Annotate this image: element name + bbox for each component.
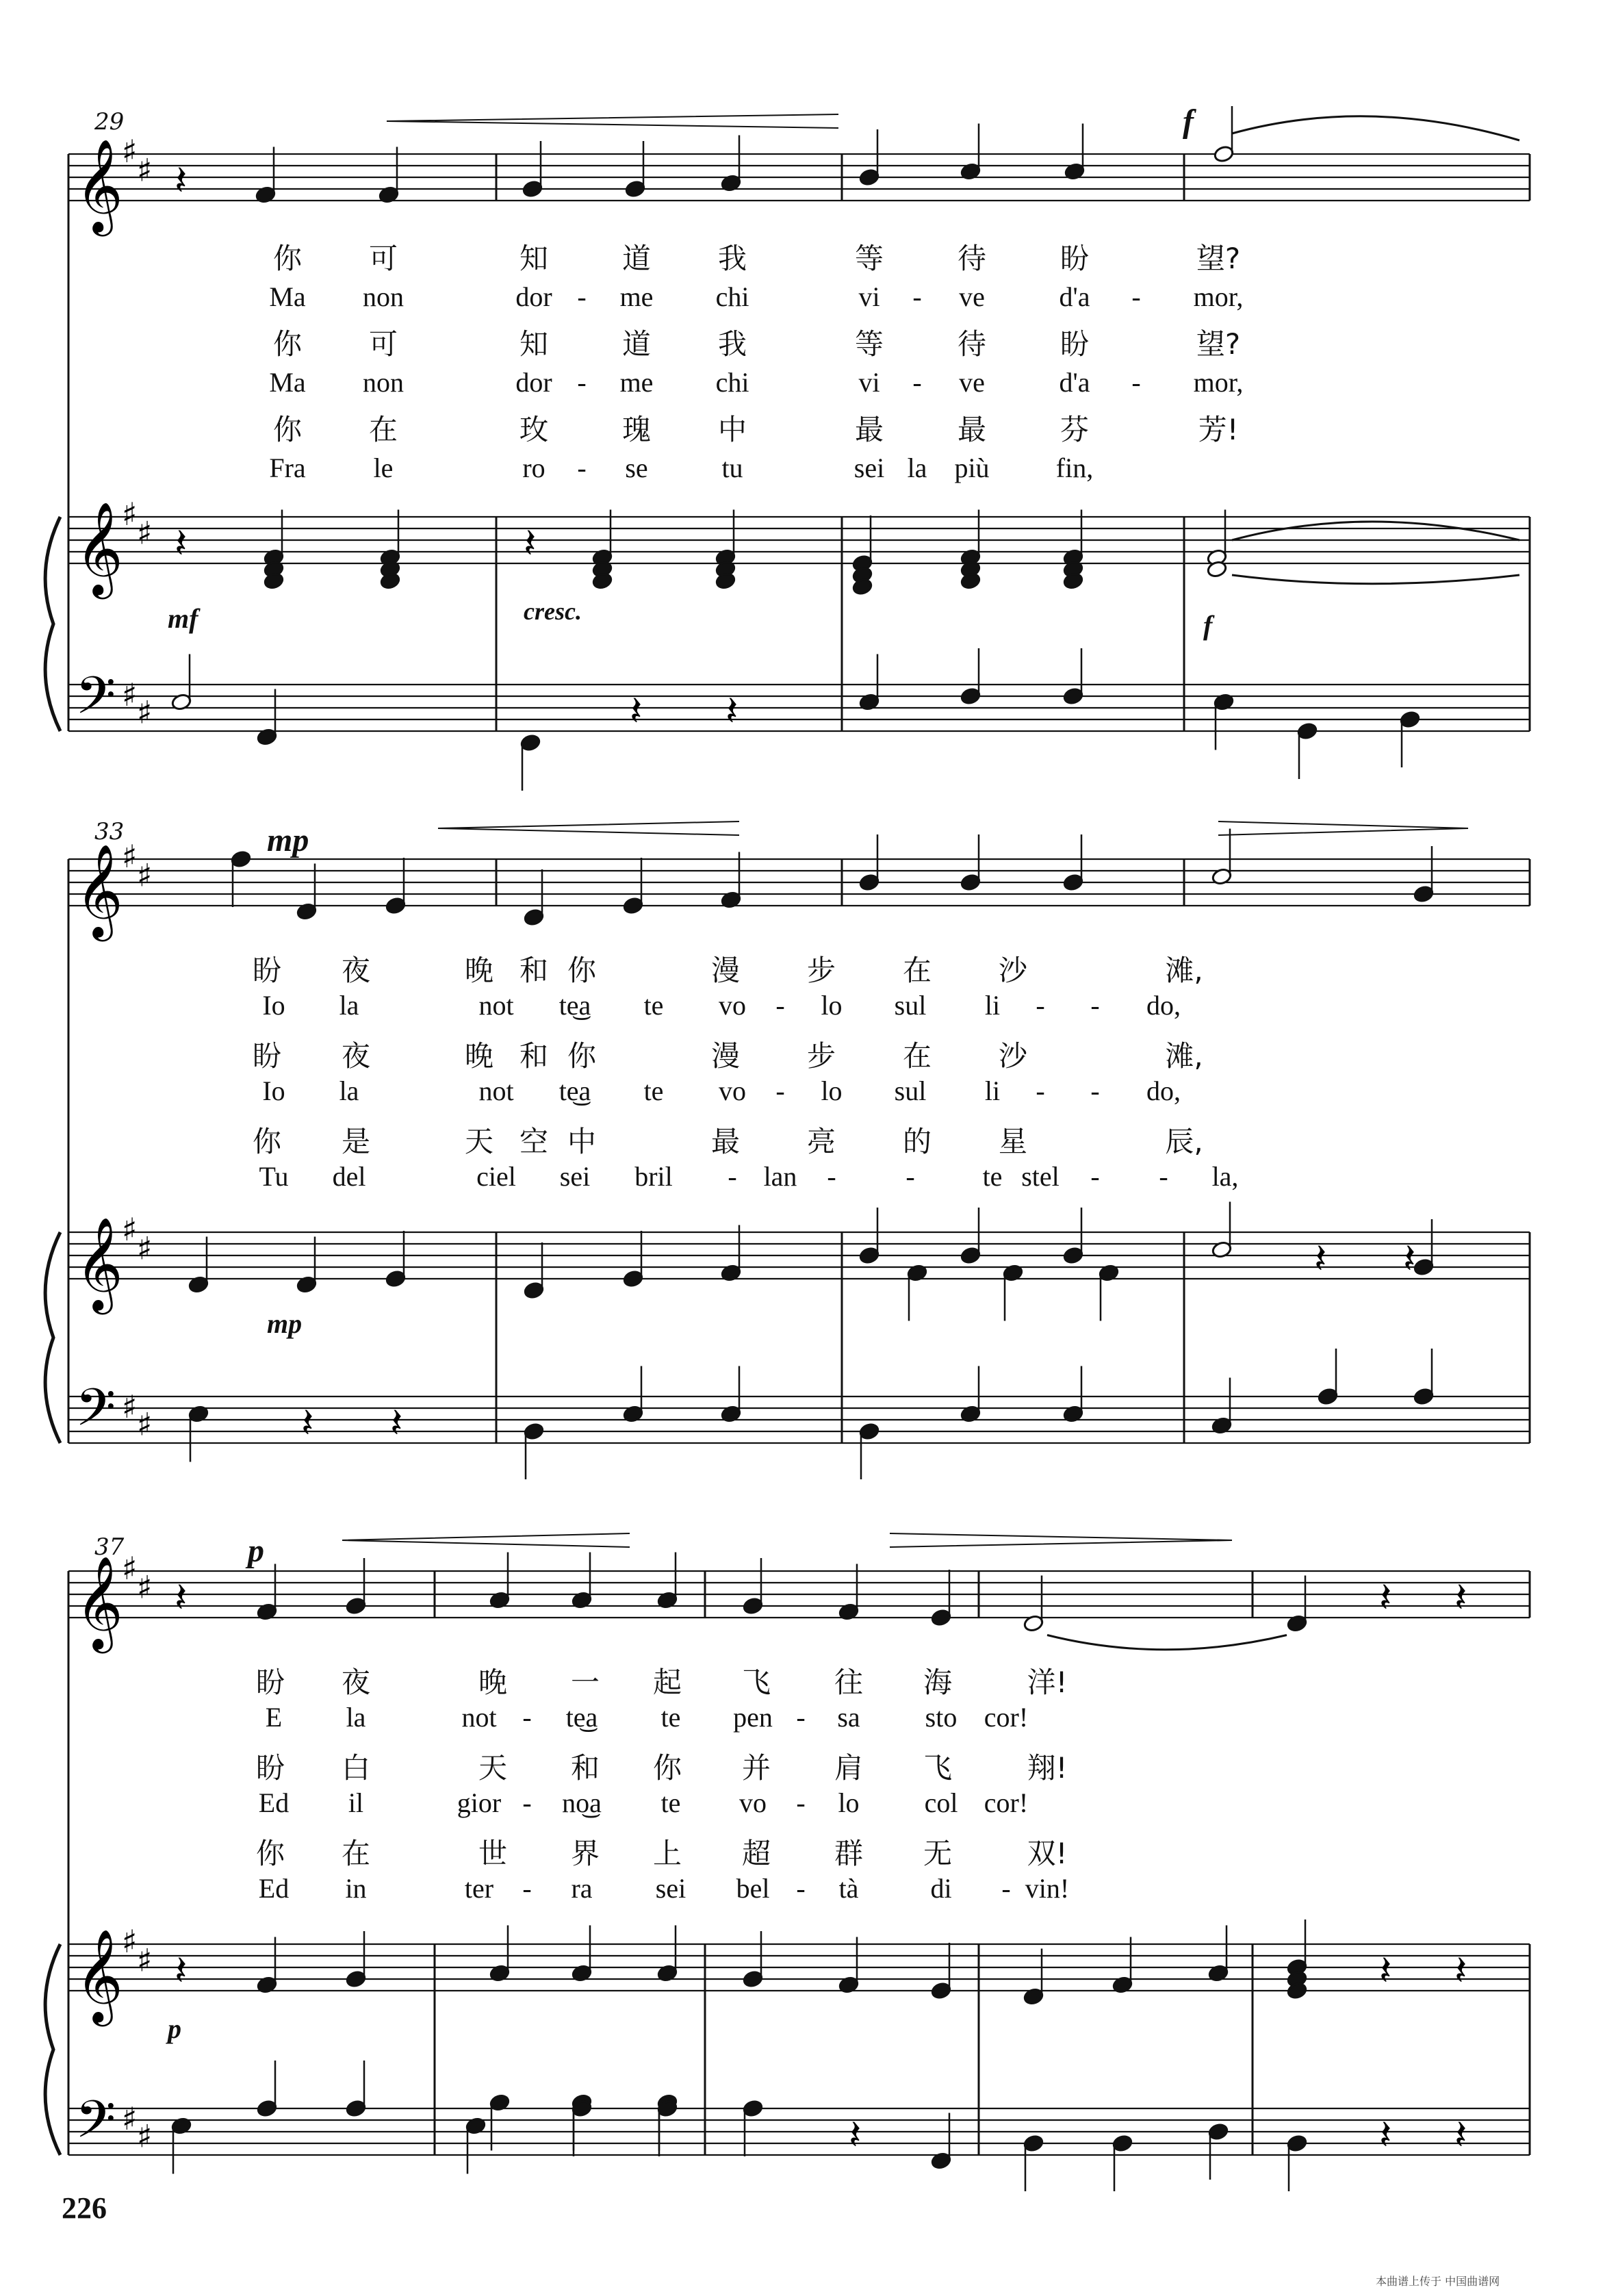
lyric-syllable: 是 <box>341 1125 371 1158</box>
lyric-syllable: 漫 <box>710 954 741 987</box>
lyric-syllable: 盼 <box>252 1039 282 1073</box>
lyric-syllable: - <box>522 1873 532 1904</box>
key-sharp-icon: ♯ <box>122 496 138 533</box>
lyric-syllable: li <box>984 990 1001 1021</box>
lyric-syllable: do, <box>1146 1075 1181 1106</box>
lyric-syllable: no͜a <box>562 1787 602 1818</box>
lyric-syllable: mor, <box>1193 281 1244 312</box>
key-sharp-icon: ♯ <box>137 1568 153 1606</box>
treble-clef-icon: 𝄞 <box>75 1216 123 1310</box>
lyric-syllable: 在 <box>902 954 932 987</box>
lyric-syllable: 世 <box>478 1837 508 1870</box>
lyric-syllable: 的 <box>902 1125 932 1158</box>
piano-brace-icon <box>45 1944 60 2155</box>
lyric-syllable: 你 <box>252 1125 282 1158</box>
lyric-syllable: 在 <box>902 1039 932 1073</box>
lyric-syllable: 我 <box>717 327 747 361</box>
lyric-syllable: 沙 <box>998 1039 1028 1073</box>
lyric-syllable: 超 <box>741 1837 771 1870</box>
lyric-syllable: sul <box>894 1075 927 1106</box>
lyric-syllable: 晚 <box>464 1039 494 1073</box>
lyric-syllable: te͜a <box>558 1075 591 1106</box>
lyric-syllable: te͜a <box>565 1702 598 1733</box>
measure-number-29: 29 <box>94 108 125 136</box>
lyric-syllable: 亮 <box>806 1125 836 1158</box>
lyric-syllable: gior <box>457 1787 502 1818</box>
lyric-syllable: 你 <box>255 1837 285 1870</box>
lyric-syllable: la <box>346 1702 366 1733</box>
key-sharp-icon: ♯ <box>137 1229 153 1267</box>
lyric-syllable: lan <box>763 1161 797 1192</box>
lyric-syllable: Fra <box>269 452 306 483</box>
dynamic-voice-mp: mp <box>267 822 309 858</box>
lyric-syllable: 你 <box>272 242 303 275</box>
lyric-syllable: Io <box>262 990 285 1021</box>
lyric-syllable: cor! <box>984 1702 1029 1733</box>
bass-clef-icon: 𝄢 <box>75 665 116 739</box>
lyric-syllable: - <box>796 1702 806 1733</box>
key-sharp-icon: ♯ <box>137 856 153 894</box>
lyric-syllable: 夜 <box>341 1039 371 1073</box>
treble-clef-icon: 𝄞 <box>75 1555 123 1649</box>
lyric-syllable: 海 <box>923 1666 953 1699</box>
lyric-syllable: vi <box>858 367 880 398</box>
lyric-syllable: la <box>339 1075 359 1106</box>
lyric-syllable: 你 <box>652 1751 682 1785</box>
lyric-syllable: tu <box>721 452 743 483</box>
lyric-syllable: vin! <box>1025 1873 1070 1904</box>
key-sharp-icon: ♯ <box>137 2117 153 2155</box>
lyric-syllable: 待 <box>957 327 987 361</box>
lyric-syllable: Io <box>262 1075 285 1106</box>
lyric-syllable: Ed <box>258 1873 290 1904</box>
quarter-rest-icon: 𝄽 <box>1454 1574 1467 1622</box>
lyric-syllable: sa <box>837 1702 860 1733</box>
lyric-syllable: ve <box>959 281 985 312</box>
lyric-syllable: 道 <box>621 327 652 361</box>
lyric-syllable: 中 <box>717 413 747 446</box>
lyric-syllable: li <box>984 1075 1001 1106</box>
lyric-syllable: 在 <box>368 413 398 446</box>
lyric-syllable: - <box>906 1161 915 1192</box>
lyric-syllable: 上 <box>652 1837 682 1870</box>
lyric-syllable: 知 <box>519 327 549 361</box>
lyric-syllable: me <box>619 367 654 398</box>
lyric-syllable: 漫 <box>710 1039 741 1073</box>
lyric-syllable: 肩 <box>834 1751 864 1785</box>
lyric-syllable: 盼 <box>1060 242 1090 275</box>
lyric-syllable: ter <box>464 1873 494 1904</box>
lyric-syllable: 你 <box>567 1039 597 1073</box>
quarter-rest-icon: 𝄽 <box>1314 1235 1327 1283</box>
lyric-syllable: dor <box>515 367 552 398</box>
dynamic-piano-mf: mf <box>168 603 198 634</box>
lyric-syllable: not <box>478 990 514 1021</box>
lyric-syllable: 双! <box>1027 1837 1068 1870</box>
key-sharp-icon: ♯ <box>137 1405 153 1443</box>
lyric-syllable: Ma <box>269 281 306 312</box>
lyric-syllable: - <box>912 281 922 312</box>
lyric-syllable: il <box>348 1787 364 1818</box>
lyric-syllable: - <box>1036 1075 1045 1106</box>
lyric-syllable: chi <box>715 281 749 312</box>
lyric-syllable: ra <box>571 1873 593 1904</box>
quarter-rest-icon: 𝄽 <box>1454 1947 1467 1995</box>
lyric-syllable: 最 <box>957 413 987 446</box>
lyric-syllable: 步 <box>806 1039 836 1073</box>
lyric-syllable: 并 <box>741 1751 771 1785</box>
quarter-rest-icon: 𝄽 <box>630 687 643 735</box>
treble-clef-icon: 𝄞 <box>75 843 123 937</box>
lyric-syllable: del <box>332 1161 366 1192</box>
lyric-syllable: bel <box>736 1873 770 1904</box>
lyric-syllable: dor <box>515 281 552 312</box>
lyric-syllable: sei <box>655 1873 686 1904</box>
lyric-syllable: 可 <box>368 327 398 361</box>
lyric-syllable: non <box>363 367 404 398</box>
lyric-syllable: Ma <box>269 367 306 398</box>
lyric-syllable: sul <box>894 990 927 1021</box>
dynamic-piano-p: p <box>168 2013 181 2044</box>
lyric-syllable: 盼 <box>252 954 282 987</box>
lyric-syllable: 白 <box>341 1751 371 1785</box>
lyric-syllable: te <box>982 1161 1003 1192</box>
lyric-syllable: 望? <box>1196 242 1241 275</box>
lyric-syllable: 玫 <box>519 413 549 446</box>
quarter-rest-icon: 𝄽 <box>1403 1235 1416 1283</box>
key-sharp-icon: ♯ <box>122 2100 138 2137</box>
lyric-syllable: mor, <box>1193 367 1244 398</box>
lyric-syllable: te <box>643 1075 664 1106</box>
lyric-syllable: me <box>619 281 654 312</box>
lyric-syllable: non <box>363 281 404 312</box>
lyric-syllable: 和 <box>570 1751 600 1785</box>
lyric-syllable: la, <box>1211 1161 1239 1192</box>
decrescendo-hairpin <box>890 1533 1232 1547</box>
lyric-syllable: 飞 <box>923 1751 953 1785</box>
key-sharp-icon: ♯ <box>122 1550 138 1587</box>
lyric-syllable: - <box>775 1075 785 1106</box>
lyric-syllable: lo <box>838 1787 860 1818</box>
lyric-syllable: 夜 <box>341 954 371 987</box>
lyric-syllable: 晚 <box>464 954 494 987</box>
lyric-syllable: d'a <box>1059 367 1090 398</box>
lyric-syllable: - <box>1159 1161 1168 1192</box>
lyric-syllable: - <box>728 1161 737 1192</box>
lyric-syllable: te͜a <box>558 990 591 1021</box>
lyric-syllable: fin, <box>1055 452 1094 483</box>
lyric-syllable: E <box>265 1702 283 1733</box>
lyric-syllable: 夜 <box>341 1666 371 1699</box>
lyric-syllable: 知 <box>519 242 549 275</box>
lyric-syllable: bril <box>634 1161 673 1192</box>
lyric-syllable: - <box>1090 1161 1100 1192</box>
lyric-syllable: ciel <box>476 1161 516 1192</box>
lyric-syllable: sei <box>559 1161 591 1192</box>
bass-clef-icon: 𝄢 <box>75 1377 116 1451</box>
lyric-syllable: in <box>345 1873 367 1904</box>
lyric-syllable: ve <box>959 367 985 398</box>
lyric-syllable: 我 <box>717 242 747 275</box>
lyric-syllable: di <box>930 1873 952 1904</box>
quarter-rest-icon: 𝄽 <box>524 520 537 567</box>
lyric-syllable: 你 <box>272 327 303 361</box>
footer-note: 本曲谱上传于 中国曲谱网 <box>1376 2275 1500 2288</box>
lyric-syllable: 道 <box>621 242 652 275</box>
crescendo-hairpin <box>438 821 739 835</box>
quarter-rest-icon: 𝄽 <box>849 2111 862 2159</box>
measure-number-33: 33 <box>94 818 125 845</box>
tie-slur <box>1232 116 1519 140</box>
lyric-syllable: 天 <box>478 1751 508 1785</box>
lyric-syllable: - <box>912 367 922 398</box>
measure-number-37: 37 <box>94 1533 125 1561</box>
lyric-syllable: lo <box>821 990 843 1021</box>
piano-brace-icon <box>45 1232 60 1443</box>
treble-clef-icon: 𝄞 <box>75 1928 123 2022</box>
quarter-rest-icon: 𝄽 <box>301 1399 314 1447</box>
lyric-syllable: col <box>924 1787 958 1818</box>
key-sharp-icon: ♯ <box>122 1923 138 1960</box>
lyric-syllable: - <box>577 452 587 483</box>
lyric-syllable: 滩, <box>1165 954 1203 987</box>
key-sharp-icon: ♯ <box>122 1388 138 1425</box>
quarter-rest-icon: 𝄽 <box>175 520 188 567</box>
lyric-syllable: 中 <box>567 1125 597 1158</box>
lyric-syllable: 可 <box>368 242 398 275</box>
lyric-syllable: - <box>1001 1873 1011 1904</box>
lyric-syllable: 步 <box>806 954 836 987</box>
lyric-syllable: 盼 <box>255 1751 285 1785</box>
tie-slur <box>1047 1635 1287 1650</box>
lyric-syllable: cor! <box>984 1787 1029 1818</box>
lyric-syllable: 无 <box>923 1837 953 1870</box>
piano-brace-icon <box>45 517 60 731</box>
quarter-rest-icon: 𝄽 <box>1379 1574 1392 1622</box>
lyric-syllable: 你 <box>567 954 597 987</box>
key-sharp-icon: ♯ <box>137 1941 153 1979</box>
lyric-syllable: 等 <box>854 327 884 361</box>
dynamic-voice-p: p <box>248 1533 264 1569</box>
lyric-syllable: 洋! <box>1027 1666 1068 1699</box>
lyric-syllable: d'a <box>1059 281 1090 312</box>
lyric-syllable: - <box>1036 990 1045 1021</box>
lyric-syllable: 芳! <box>1198 413 1239 446</box>
lyric-syllable: Tu <box>259 1161 289 1192</box>
lyric-syllable: 你 <box>272 413 303 446</box>
lyric-syllable: lo <box>821 1075 843 1106</box>
lyric-syllable: 芬 <box>1060 413 1090 446</box>
lyric-syllable: - <box>522 1787 532 1818</box>
lyric-syllable: te <box>643 990 664 1021</box>
lyric-syllable: 和 <box>519 954 549 987</box>
lyric-syllable: sei <box>853 452 885 483</box>
lyric-syllable: - <box>796 1787 806 1818</box>
decrescendo-hairpin <box>1218 821 1468 835</box>
treble-clef-icon: 𝄞 <box>75 500 123 595</box>
dynamic-piano-mp: mp <box>267 1308 303 1339</box>
lyric-syllable: 往 <box>834 1666 864 1699</box>
lyric-syllable: 在 <box>341 1837 371 1870</box>
lyric-syllable: - <box>796 1873 806 1904</box>
quarter-rest-icon: 𝄽 <box>726 687 739 735</box>
lyric-syllable: chi <box>715 367 749 398</box>
lyric-syllable: vi <box>858 281 880 312</box>
quarter-rest-icon: 𝄽 <box>1379 1947 1392 1995</box>
lyric-syllable: la <box>907 452 927 483</box>
lyric-syllable: 一 <box>570 1666 600 1699</box>
lyric-syllable: do, <box>1146 990 1181 1021</box>
lyric-syllable: - <box>577 367 587 398</box>
lyric-syllable: - <box>522 1702 532 1733</box>
lyric-syllable: 望? <box>1196 327 1241 361</box>
lyric-syllable: 星 <box>998 1125 1028 1158</box>
key-sharp-icon: ♯ <box>122 676 138 713</box>
lyric-syllable: 盼 <box>255 1666 285 1699</box>
lyric-syllable: 天 <box>464 1125 494 1158</box>
lyric-syllable: 等 <box>854 242 884 275</box>
lyric-syllable: - <box>577 281 587 312</box>
lyric-syllable: te <box>660 1787 681 1818</box>
lyric-syllable: sto <box>925 1702 958 1733</box>
page-number: 226 <box>62 2191 107 2225</box>
dynamic-piano-bass-f: f <box>1203 610 1213 641</box>
crescendo-hairpin <box>342 1533 630 1547</box>
lyric-syllable: pen <box>733 1702 773 1733</box>
lyric-syllable: 界 <box>570 1837 600 1870</box>
lyric-syllable: 辰, <box>1165 1125 1203 1158</box>
lyric-syllable: se <box>625 452 648 483</box>
lyric-syllable: 待 <box>957 242 987 275</box>
lyric-syllable: 滩, <box>1165 1039 1203 1073</box>
tie-slur <box>1232 575 1519 584</box>
lyric-syllable: la <box>339 990 359 1021</box>
lyric-syllable: stel <box>1021 1161 1060 1192</box>
lyric-syllable: 翔! <box>1027 1751 1068 1785</box>
quarter-rest-icon: 𝄽 <box>1454 2111 1467 2159</box>
lyric-syllable: 盼 <box>1060 327 1090 361</box>
tie-slur <box>1232 522 1519 540</box>
lyric-syllable: not <box>461 1702 497 1733</box>
lyric-syllable: vo <box>719 1075 746 1106</box>
quarter-rest-icon: 𝄽 <box>175 157 188 205</box>
lyric-syllable: 飞 <box>741 1666 771 1699</box>
lyric-syllable: - <box>1131 367 1141 398</box>
key-sharp-icon: ♯ <box>122 133 138 170</box>
lyric-syllable: Ed <box>258 1787 290 1818</box>
lyric-syllable: 瑰 <box>621 413 652 446</box>
crescendo-hairpin <box>387 114 838 128</box>
quarter-rest-icon: 𝄽 <box>1379 2111 1392 2159</box>
lyric-syllable: vo <box>739 1787 767 1818</box>
treble-clef-icon: 𝄞 <box>75 138 123 232</box>
lyric-syllable: 群 <box>834 1837 864 1870</box>
quarter-rest-icon: 𝄽 <box>175 1947 188 1995</box>
lyric-syllable: - <box>1090 1075 1100 1106</box>
lyric-syllable: - <box>827 1161 836 1192</box>
lyric-syllable: 空 <box>519 1125 549 1158</box>
lyric-syllable: tà <box>838 1873 859 1904</box>
key-sharp-icon: ♯ <box>122 1211 138 1248</box>
key-sharp-icon: ♯ <box>137 514 153 552</box>
bass-clef-icon: 𝄢 <box>75 2089 116 2163</box>
dynamic-piano-cresc: cresc. <box>524 598 582 625</box>
key-sharp-icon: ♯ <box>137 693 153 731</box>
quarter-rest-icon: 𝄽 <box>175 1574 188 1622</box>
lyric-syllable: - <box>1131 281 1141 312</box>
lyric-syllable: più <box>954 452 990 483</box>
lyric-syllable: 沙 <box>998 954 1028 987</box>
dynamic-voice-f: f <box>1183 103 1194 140</box>
lyric-syllable: 最 <box>710 1125 741 1158</box>
lyric-syllable: ro <box>522 452 545 483</box>
key-sharp-icon: ♯ <box>137 151 153 189</box>
lyric-syllable: 晚 <box>478 1666 508 1699</box>
lyric-syllable: 和 <box>519 1039 549 1073</box>
lyric-syllable: le <box>373 452 394 483</box>
lyric-syllable: - <box>775 990 785 1021</box>
lyric-syllable: 最 <box>854 413 884 446</box>
lyric-syllable: not <box>478 1075 514 1106</box>
lyric-syllable: 起 <box>652 1666 682 1699</box>
key-sharp-icon: ♯ <box>122 838 138 875</box>
lyric-syllable: - <box>1090 990 1100 1021</box>
lyric-syllable: vo <box>719 990 746 1021</box>
quarter-rest-icon: 𝄽 <box>390 1399 403 1447</box>
lyric-syllable: te <box>660 1702 681 1733</box>
